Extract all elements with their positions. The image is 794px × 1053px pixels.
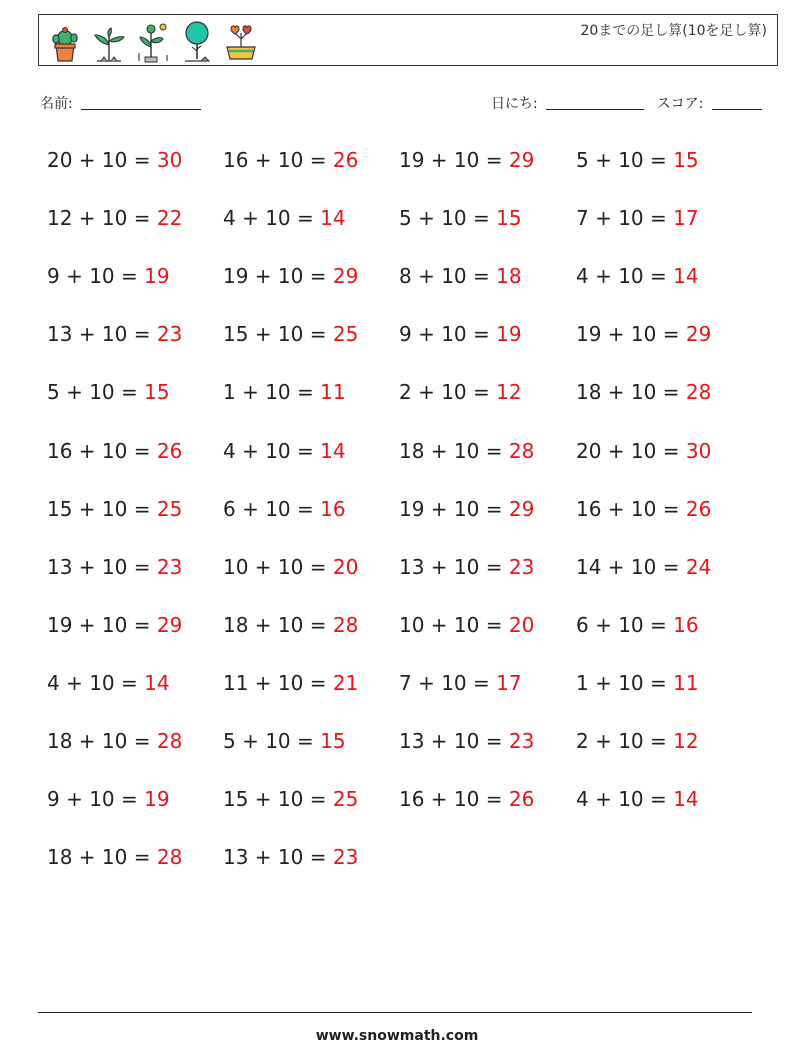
problem-answer: 12 bbox=[673, 729, 699, 753]
tree-icon bbox=[179, 19, 215, 63]
problem-item bbox=[576, 497, 711, 521]
problem-answer: 29 bbox=[508, 497, 535, 521]
flowering-plant-icon bbox=[135, 19, 171, 63]
problem-item bbox=[576, 787, 699, 811]
problem-question: 1 + 10 = bbox=[223, 380, 321, 404]
problem-answer: 11 bbox=[320, 380, 346, 404]
problem-answer: 29 bbox=[508, 148, 535, 172]
problem-item bbox=[576, 671, 699, 695]
problem-question: 4 + 10 = bbox=[576, 264, 674, 288]
flower-pot-icon bbox=[223, 19, 259, 63]
problem-item bbox=[223, 497, 346, 521]
problem-answer: 17 bbox=[496, 671, 522, 695]
problem-item bbox=[223, 380, 346, 404]
problem-item bbox=[47, 264, 170, 288]
problem-question: 16 + 10 = bbox=[576, 497, 686, 521]
problem-item bbox=[223, 671, 358, 695]
problem-item bbox=[47, 439, 182, 463]
problem-answer: 24 bbox=[685, 555, 712, 579]
problem-item bbox=[576, 322, 711, 346]
problem-item bbox=[47, 845, 182, 869]
problem-item bbox=[223, 729, 346, 753]
problem-question: 4 + 10 = bbox=[47, 671, 145, 695]
problem-item bbox=[223, 439, 346, 463]
problem-question: 5 + 10 = bbox=[576, 148, 674, 172]
problem-answer: 28 bbox=[156, 729, 183, 753]
problem-question: 20 + 10 = bbox=[576, 439, 686, 463]
problem-answer: 19 bbox=[144, 264, 170, 288]
name-label: 名前: bbox=[40, 96, 73, 112]
problem-item bbox=[47, 148, 182, 172]
problem-answer: 28 bbox=[156, 845, 183, 869]
problem-answer: 21 bbox=[332, 671, 359, 695]
problem-question: 14 + 10 = bbox=[576, 555, 686, 579]
problem-answer: 20 bbox=[508, 613, 535, 637]
problem-answer: 14 bbox=[144, 671, 170, 695]
problem-question: 16 + 10 = bbox=[223, 148, 333, 172]
problem-question: 18 + 10 = bbox=[47, 729, 157, 753]
problem-answer: 28 bbox=[508, 439, 535, 463]
sprout-icon bbox=[91, 19, 127, 63]
problem-question: 4 + 10 = bbox=[223, 439, 321, 463]
problem-item bbox=[576, 613, 699, 637]
problem-question: 5 + 10 = bbox=[47, 380, 145, 404]
problem-question: 6 + 10 = bbox=[223, 497, 321, 521]
problem-item bbox=[223, 845, 358, 869]
problem-item bbox=[47, 322, 182, 346]
problem-item bbox=[576, 264, 699, 288]
problem-item bbox=[399, 380, 522, 404]
problem-answer: 28 bbox=[332, 613, 359, 637]
problem-answer: 26 bbox=[156, 439, 183, 463]
problem-question: 2 + 10 = bbox=[576, 729, 674, 753]
worksheet-title: 20までの足し算(10を足し算) bbox=[580, 23, 767, 39]
problem-item bbox=[47, 729, 182, 753]
problem-answer: 29 bbox=[332, 264, 359, 288]
problem-question: 15 + 10 = bbox=[223, 787, 333, 811]
score-blank[interactable] bbox=[712, 97, 762, 110]
problem-item bbox=[399, 787, 534, 811]
problem-question: 19 + 10 = bbox=[399, 497, 509, 521]
problem-item bbox=[399, 729, 534, 753]
problem-item bbox=[223, 206, 346, 230]
problem-answer: 26 bbox=[508, 787, 535, 811]
cactus-pot-icon bbox=[47, 19, 83, 63]
problem-answer: 25 bbox=[332, 322, 359, 346]
problem-item bbox=[576, 729, 699, 753]
problem-question: 9 + 10 = bbox=[399, 322, 497, 346]
footer-divider bbox=[38, 1012, 752, 1013]
problem-question: 13 + 10 = bbox=[399, 729, 509, 753]
problem-answer: 23 bbox=[508, 729, 535, 753]
problem-question: 13 + 10 = bbox=[399, 555, 509, 579]
problem-item bbox=[223, 613, 358, 637]
problem-answer: 11 bbox=[673, 671, 699, 695]
problem-question: 4 + 10 = bbox=[576, 787, 674, 811]
problem-item bbox=[399, 439, 534, 463]
problem-question: 18 + 10 = bbox=[399, 439, 509, 463]
problem-answer: 15 bbox=[496, 206, 522, 230]
problem-question: 10 + 10 = bbox=[399, 613, 509, 637]
problem-answer: 14 bbox=[673, 264, 699, 288]
problem-item bbox=[576, 439, 711, 463]
problem-item bbox=[399, 322, 522, 346]
problem-question: 19 + 10 = bbox=[47, 613, 157, 637]
problem-item bbox=[47, 613, 182, 637]
problem-item bbox=[576, 148, 699, 172]
header-box bbox=[38, 14, 778, 66]
header-icons bbox=[47, 19, 259, 63]
problem-question: 20 + 10 = bbox=[47, 148, 157, 172]
problem-answer: 12 bbox=[496, 380, 522, 404]
date-blank[interactable] bbox=[546, 97, 644, 110]
problem-answer: 14 bbox=[320, 439, 346, 463]
problem-item bbox=[223, 787, 358, 811]
problem-question: 5 + 10 = bbox=[399, 206, 497, 230]
problem-answer: 15 bbox=[144, 380, 170, 404]
problem-item bbox=[47, 671, 170, 695]
problem-item bbox=[47, 787, 170, 811]
problem-answer: 23 bbox=[332, 845, 359, 869]
problem-answer: 29 bbox=[156, 613, 183, 637]
score-label: スコア: bbox=[656, 96, 704, 112]
problem-answer: 25 bbox=[156, 497, 183, 521]
problem-answer: 26 bbox=[685, 497, 712, 521]
problem-answer: 23 bbox=[156, 555, 183, 579]
problem-answer: 19 bbox=[496, 322, 522, 346]
problem-question: 9 + 10 = bbox=[47, 787, 145, 811]
problem-question: 16 + 10 = bbox=[47, 439, 157, 463]
problem-question: 9 + 10 = bbox=[47, 264, 145, 288]
problem-answer: 23 bbox=[508, 555, 535, 579]
problem-question: 19 + 10 = bbox=[223, 264, 333, 288]
problem-answer: 20 bbox=[332, 555, 359, 579]
problem-answer: 15 bbox=[673, 148, 699, 172]
problem-answer: 28 bbox=[685, 380, 712, 404]
problem-question: 11 + 10 = bbox=[223, 671, 333, 695]
problem-question: 18 + 10 = bbox=[576, 380, 686, 404]
problem-answer: 22 bbox=[156, 206, 183, 230]
problem-question: 7 + 10 = bbox=[576, 206, 674, 230]
date-score-field bbox=[491, 93, 762, 113]
problem-question: 10 + 10 = bbox=[223, 555, 333, 579]
problem-answer: 16 bbox=[320, 497, 346, 521]
problem-question: 18 + 10 = bbox=[223, 613, 333, 637]
problem-answer: 23 bbox=[156, 322, 183, 346]
name-blank[interactable] bbox=[81, 97, 201, 110]
problem-question: 13 + 10 = bbox=[223, 845, 333, 869]
problem-item bbox=[47, 497, 182, 521]
problem-question: 15 + 10 = bbox=[223, 322, 333, 346]
problem-question: 8 + 10 = bbox=[399, 264, 497, 288]
problem-answer: 19 bbox=[144, 787, 170, 811]
problem-answer: 16 bbox=[673, 613, 699, 637]
date-label: 日にち: bbox=[491, 96, 538, 112]
problem-question: 5 + 10 = bbox=[223, 729, 321, 753]
problem-item bbox=[399, 497, 534, 521]
problem-question: 1 + 10 = bbox=[576, 671, 674, 695]
problem-item bbox=[399, 671, 522, 695]
problem-question: 6 + 10 = bbox=[576, 613, 674, 637]
problem-question: 16 + 10 = bbox=[399, 787, 509, 811]
problem-question: 15 + 10 = bbox=[47, 497, 157, 521]
problem-item bbox=[223, 322, 358, 346]
problem-item bbox=[399, 555, 534, 579]
problem-answer: 14 bbox=[673, 787, 699, 811]
problem-item bbox=[399, 613, 534, 637]
problem-item bbox=[47, 206, 182, 230]
problem-answer: 15 bbox=[320, 729, 346, 753]
problem-item bbox=[576, 555, 711, 579]
name-field bbox=[40, 93, 201, 113]
problem-item bbox=[576, 206, 699, 230]
problem-item bbox=[47, 555, 182, 579]
problem-question: 4 + 10 = bbox=[223, 206, 321, 230]
problem-question: 19 + 10 = bbox=[576, 322, 686, 346]
problem-question: 12 + 10 = bbox=[47, 206, 157, 230]
problem-question: 2 + 10 = bbox=[399, 380, 497, 404]
problem-answer: 25 bbox=[332, 787, 359, 811]
problem-question: 7 + 10 = bbox=[399, 671, 497, 695]
problem-question: 18 + 10 = bbox=[47, 845, 157, 869]
problem-item bbox=[399, 264, 522, 288]
footer-url[interactable]: www.snowmath.com bbox=[315, 1028, 479, 1044]
problem-answer: 14 bbox=[320, 206, 346, 230]
problem-question: 13 + 10 = bbox=[47, 322, 157, 346]
problem-item bbox=[223, 264, 358, 288]
problem-answer: 30 bbox=[156, 148, 183, 172]
problem-item bbox=[47, 380, 170, 404]
problem-question: 13 + 10 = bbox=[47, 555, 157, 579]
problem-question: 19 + 10 = bbox=[399, 148, 509, 172]
problem-answer: 30 bbox=[685, 439, 712, 463]
problem-item bbox=[576, 380, 711, 404]
problem-item bbox=[223, 148, 358, 172]
problem-answer: 18 bbox=[496, 264, 522, 288]
problem-answer: 29 bbox=[685, 322, 712, 346]
problem-answer: 17 bbox=[673, 206, 699, 230]
problem-item bbox=[399, 206, 522, 230]
problem-answer: 26 bbox=[332, 148, 359, 172]
problem-item bbox=[223, 555, 358, 579]
problem-item bbox=[399, 148, 534, 172]
